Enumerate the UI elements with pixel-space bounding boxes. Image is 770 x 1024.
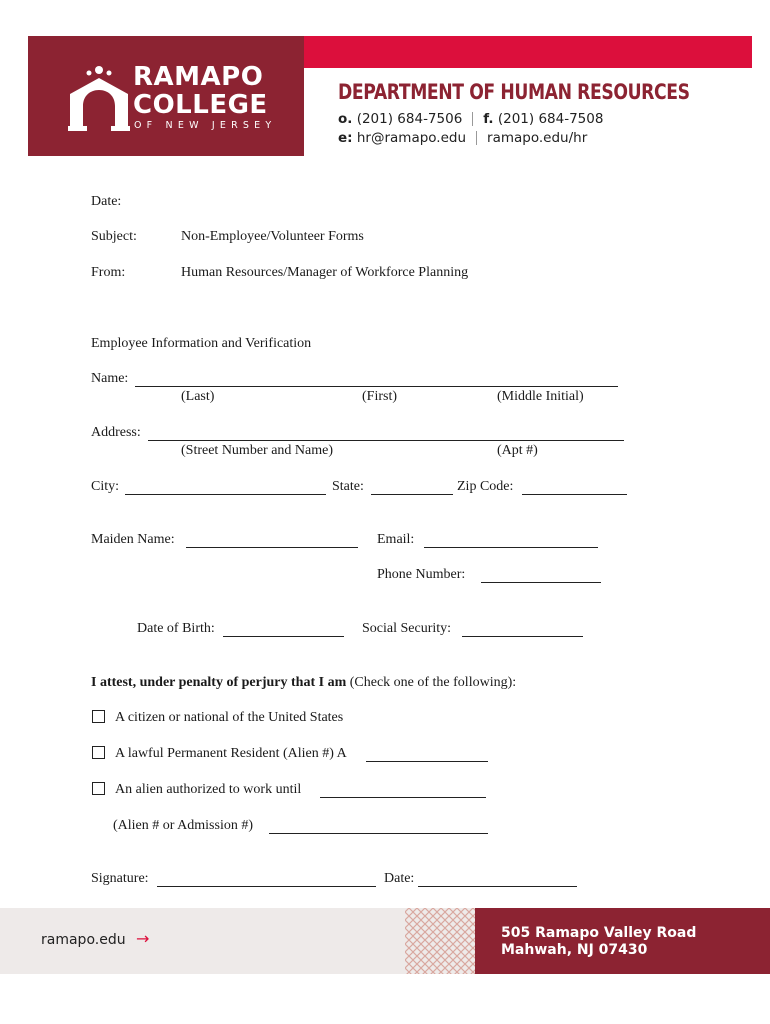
ssn-input-line[interactable]: [462, 622, 583, 637]
memo-date-label: Date:: [91, 194, 122, 209]
address-label: Address:: [91, 425, 141, 440]
college-arch-logo-icon: [68, 64, 130, 132]
signature-input-line[interactable]: [157, 872, 376, 887]
state-label: State:: [332, 479, 364, 494]
memo-from-value: Human Resources/Manager of Workforce Planning: [181, 265, 469, 280]
signature-label: Signature:: [91, 871, 149, 886]
email-prefix: e:: [338, 130, 353, 146]
dob-input-line[interactable]: [223, 622, 344, 637]
email-label: Email:: [377, 532, 415, 547]
department-title: DEPARTMENT OF HUMAN RESOURCES: [338, 80, 690, 104]
header-accent-bar: [304, 36, 752, 68]
address-input-line[interactable]: [148, 426, 624, 441]
option-authorized-alien-label: An alien authorized to work until: [115, 782, 302, 797]
footer-lattice-pattern-icon: [405, 908, 475, 974]
maiden-name-input-line[interactable]: [186, 533, 358, 548]
zip-label: Zip Code:: [457, 479, 514, 494]
city-label: City:: [91, 479, 120, 494]
web-link[interactable]: ramapo.edu/hr: [487, 130, 588, 146]
signature-date-label: Date:: [384, 871, 415, 886]
option-citizen-label: A citizen or national of the United States: [115, 710, 344, 725]
name-sub-last: (Last): [181, 389, 215, 404]
email-input-line[interactable]: [424, 533, 598, 548]
footer-address-block: [475, 908, 770, 974]
name-sub-first: (First): [362, 389, 397, 404]
logo-text-new-jersey: OF NEW JERSEY: [134, 120, 277, 131]
signature-date-input-line[interactable]: [418, 872, 577, 887]
attest-bold-text: I attest, under penalty of perjury that I am: [91, 675, 347, 690]
divider: [476, 131, 477, 145]
attest-statement: [91, 675, 516, 691]
ssn-label: Social Security:: [362, 621, 452, 636]
phone-number: (201) 684-7506: [356, 111, 463, 127]
phone-number-label: Phone Number:: [377, 567, 466, 582]
fax-prefix: f.: [483, 111, 494, 127]
memo-subject-label: Subject:: [91, 229, 137, 244]
name-sub-middle: (Middle Initial): [497, 389, 584, 404]
dob-label: Date of Birth:: [137, 621, 215, 636]
footer-website-link[interactable]: ramapo.edu: [41, 932, 126, 948]
divider: [472, 112, 473, 126]
checkbox-permanent-resident[interactable]: [92, 746, 105, 759]
alien-admission-label: (Alien # or Admission #): [113, 818, 253, 833]
logo-text-ramapo: RAMAPO: [133, 62, 264, 92]
address-sub-street: (Street Number and Name): [181, 443, 333, 458]
section-title: Employee Information and Verification: [91, 336, 312, 351]
email-link[interactable]: hr@ramapo.edu: [356, 130, 467, 146]
contact-web-row: [338, 130, 587, 146]
memo-subject-value: Non-Employee/Volunteer Forms: [181, 229, 364, 244]
checkbox-authorized-alien[interactable]: [92, 782, 105, 795]
work-until-input-line[interactable]: [320, 783, 486, 798]
checkbox-citizen[interactable]: [92, 710, 105, 723]
alien-number-input-line[interactable]: [366, 747, 488, 762]
footer-address-line1: 505 Ramapo Valley Road: [501, 925, 697, 941]
phone-prefix: o.: [338, 111, 353, 127]
memo-from-label: From:: [91, 265, 126, 280]
state-input-line[interactable]: [371, 480, 453, 495]
name-label: Name:: [91, 371, 129, 386]
address-sub-apt: (Apt #): [497, 443, 538, 458]
alien-admission-input-line[interactable]: [269, 819, 488, 834]
zip-input-line[interactable]: [522, 480, 627, 495]
phone-number-input-line[interactable]: [481, 568, 601, 583]
arrow-right-icon: →: [136, 929, 150, 948]
city-input-line[interactable]: [125, 480, 326, 495]
option-permanent-resident-label: A lawful Permanent Resident (Alien #) A: [115, 746, 347, 761]
fax-number: (201) 684-7508: [497, 111, 604, 127]
footer-address-line2: Mahwah, NJ 07430: [501, 942, 648, 958]
contact-phone-row: [338, 111, 603, 127]
attest-instruction: (Check one of the following):: [349, 675, 517, 690]
maiden-name-label: Maiden Name:: [91, 532, 175, 547]
logo-text-college: COLLEGE: [133, 90, 268, 120]
name-input-line[interactable]: [135, 372, 618, 387]
